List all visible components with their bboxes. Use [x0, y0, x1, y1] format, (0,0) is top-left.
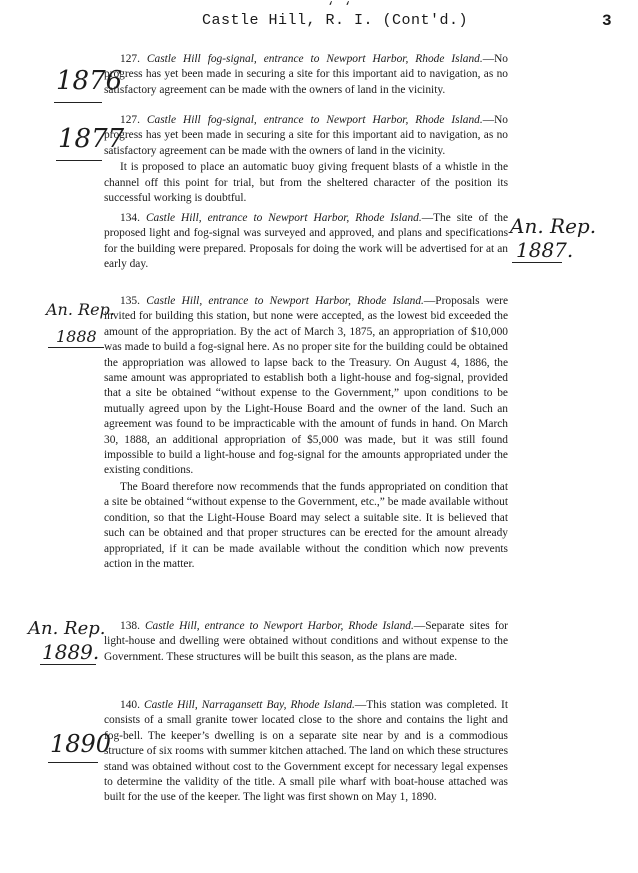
entry-paragraph: No progress has yet been made in securing a site for this important aid to navigation, as no satisfactory agreement can be made with the owners of land in the vicinity. — [104, 114, 508, 157]
entry-paragraph: It is proposed to place an automatic buoy giving frequent blasts of a whistle in the channel off this point for trial, but from the sheltered character of the position its successful working is doubtful. — [104, 161, 508, 205]
entry-title: Castle Hill, entrance to Newport Harbor, Rhode Island. — [146, 295, 424, 307]
entry-paragraph: Separate sites for light-house and dwelling were obtained without conditions and without expense to the Government. These structures will be built this season, as the plans are made. — [104, 620, 508, 663]
margin-note-year: 1888 — [56, 327, 97, 346]
entry-number: 140. — [120, 699, 140, 711]
entry-paragraph: No progress has yet been made in securing a site for this important aid to navigation, as no satisfactory agreement can be made with the owners of land in the vicinity. — [104, 53, 508, 96]
margin-note-1890: 1890 — [50, 730, 112, 758]
margin-note-underline — [40, 664, 96, 665]
entry-127-a: 127. Castle Hill fog-signal, entrance to Newport Harbor, Rhode Island.—No progress has yet been made in securing a site for this important aid to navigation, as no satisfactory agreement can be made with the owners of land in the vicinity. — [104, 53, 508, 96]
entry-paragraph: The Board therefore now recommends that the funds appropriated on condition that a site be obtained “without expense to the Government, etc.,” be made available without condition, so that the Light-House Board may select a suitable site. It is believed that such can be obtained and that proper structures can be erected for the amount already appropriated, if it can be made available without the condition which now prevents action in the matter. — [104, 480, 508, 570]
entry-paragraph: Proposals were invited for building this station, but none were accepted, as the lowest bid exceeded the amount of the appropriation. By the act of March 3, 1875, an appropriation of $10,000 was made to build a fog-signal here. As no proper site for the building could be obtained the appropriation was allowed to lapse back to the Treasury. On August 4, 1886, the same amount was appropriated to establish both a light-house and fog-signal, provided that a site be obtained “without expense to the Government,” upon conditions to be mutually agreed upon by the Light-House Board and the owner of the land. Such an agreement was found to be impracticable with the amount of funds in hand. On March 30, 1888, an additional appropriation of $5,000 was made, but it was still found impossible to build a light-house and fog-signal for the amounts appropriated under the existing conditions. — [104, 295, 508, 477]
entry-title: Castle Hill, entrance to Newport Harbor, Rhode Island. — [145, 212, 422, 224]
margin-note-underline — [512, 262, 562, 263]
entry-title: Castle Hill fog-signal, entrance to Newport Harbor, Rhode Island. — [146, 53, 483, 65]
entry-number: 134. — [120, 212, 140, 224]
margin-note-underline — [56, 160, 102, 161]
margin-note-underline — [48, 347, 104, 348]
entry-title: Castle Hill fog-signal, entrance to Newport Harbor, Rhode Island. — [146, 114, 483, 126]
header-tick-mark: ‘ — [344, 0, 352, 14]
entry-140: 140. Castle Hill, Narragansett Bay, Rhode Island.—This station was completed. It consists of a small granite tower located close to the shore and contains the light and fog-bell. The keeper’s dwelling is on a separate site near by and is a commodious structure of six rooms with summer kitchen attached. The land on which these structures stand was obtained without cost to the Government except for necessary legal expenses to determine the validity of the title. A small pile wharf with boat-house attached was built for the use of the keeper. The light was first shown on May 1, 1890. — [104, 699, 508, 804]
entry-134: 134. Castle Hill, entrance to Newport Harbor, Rhode Island.—The site of the proposed light and fog-signal was surveyed and approved, and plans and specifications for the building were prepared. Proposals for doing the work will be advertised for at an early day. — [104, 212, 508, 271]
margin-note-1876: 1876 — [56, 66, 123, 96]
entry-number: 127. — [120, 53, 140, 65]
page-number: 3 — [602, 12, 612, 30]
margin-note-underline — [48, 762, 98, 763]
entry-number: 138. — [120, 620, 140, 632]
entry-paragraph: This station was completed. It consists of a small granite tower located close to the shore and contains the light and fog-bell. The keeper’s dwelling is on a separate site near by and is a commodious structure of six rooms with summer kitchen attached. The land on which these structures stand was obtained without cost to the Government except for necessary legal expenses to determine the validity of the title. A small pile wharf with boat-house attached was built for the use of the keeper. The light was first shown on May 1, 1890. — [104, 699, 508, 804]
margin-note-an-rep: An. Rep. — [46, 300, 115, 319]
margin-note-year: 1889. — [42, 640, 100, 664]
margin-note-an-rep: An. Rep. — [28, 618, 106, 639]
entry-number: 127. — [120, 114, 140, 126]
entry-127-b: 127. Castle Hill fog-signal, entrance to Newport Harbor, Rhode Island.—No progress has yet been made in securing a site for this important aid to navigation, as no satisfactory agreement can be made with the owners of land in the vicinity. It is proposed to place an automatic buoy giving frequent blasts of a whistle in the channel off this point for trial, but from the sheltered character of the position its successful working is doubtful. — [104, 113, 508, 206]
entry-title: Castle Hill, entrance to Newport Harbor, Rhode Island. — [144, 620, 414, 632]
header-tick-mark: ‘ — [327, 0, 335, 14]
entry-138: 138. Castle Hill, entrance to Newport Harbor, Rhode Island.—Separate sites for light-house and dwelling were obtained without conditions and without expense to the Government. These structures will be built this season, as the plans are made. — [104, 620, 508, 663]
margin-note-an-rep: An. Rep. — [510, 214, 597, 238]
margin-note-underline — [54, 102, 102, 103]
entry-number: 135. — [120, 295, 140, 307]
entry-title: Castle Hill, Narragansett Bay, Rhode Island. — [143, 699, 355, 711]
entry-paragraph: The site of the proposed light and fog-signal was surveyed and approved, and plans and specifications for the building were prepared. Proposals for doing the work will be advertised for at an early day. — [104, 212, 508, 271]
entry-135: 135. Castle Hill, entrance to Newport Harbor, Rhode Island.—Proposals were invited for building this station, but none were accepted, as the lowest bid exceeded the amount of the appropriation. By the act of March 3, 1875, an appropriation of $10,000 was made to build a fog-signal here. As no proper site for the building could be obtained the appropriation was allowed to lapse back to the Treasury. On August 4, 1886, the same amount was appropriated to establish both a light-house and fog-signal, provided that a site be obtained “without expense to the Government,” upon conditions to be mutually agreed upon by the Light-House Board and the owner of the land. Such an agreement was found to be impracticable with the amount of funds in hand. On March 30, 1888, an additional appropriation of $5,000 was made, but it was still found impossible to build a light-house and fog-signal for the amounts appropriated under the existing conditions. The Board therefore now recommends that the funds appropriated on condition that a site be obtained “without expense to the Government, etc.,” be made available without condition, so that the Light-House Board may select a suitable site. It is believed that such can be obtained and that proper structures can be erected for the amount already appropriated, if it can be made available without the condition which now prevents action in the matter. — [104, 294, 508, 572]
margin-note-year: 1887. — [516, 238, 574, 262]
page-header: Castle Hill, R. I. (Cont'd.) — [201, 12, 469, 29]
margin-note-1877: 1877 — [58, 124, 125, 154]
